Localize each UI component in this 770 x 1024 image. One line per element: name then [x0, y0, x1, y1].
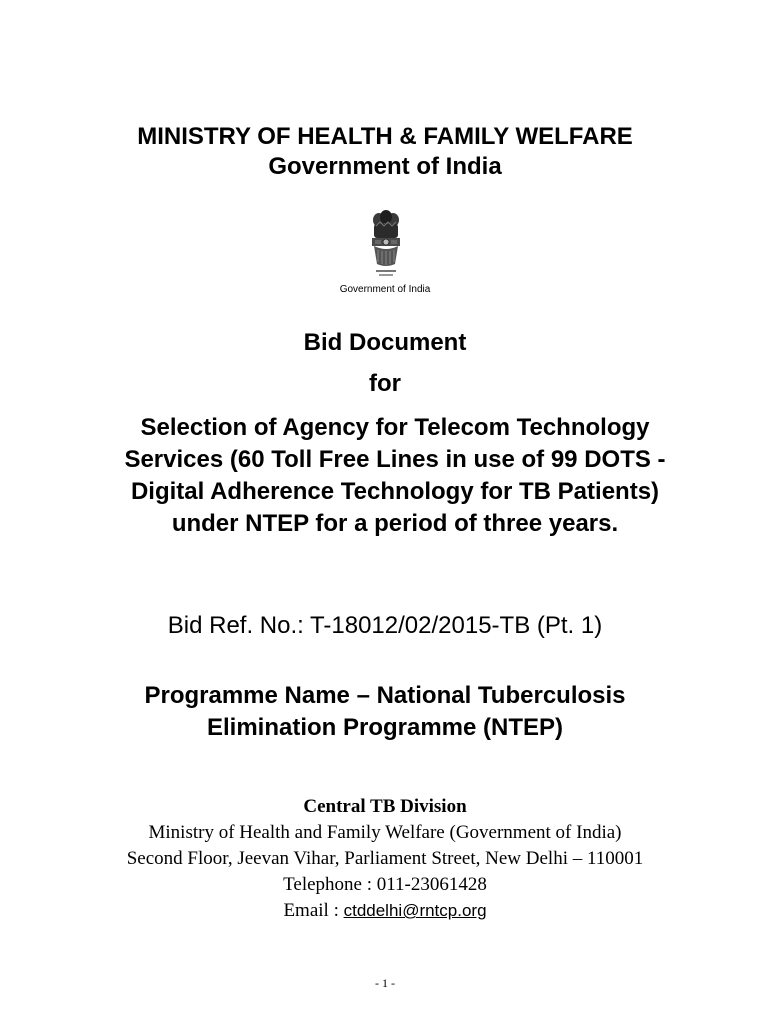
national-emblem-icon: [364, 210, 408, 284]
division-ministry: Ministry of Health and Family Welfare (Government of India): [148, 822, 622, 843]
emblem-caption: Government of India: [339, 284, 431, 295]
document-header: [0, 122, 770, 182]
bid-subject: Selection of Agency for Telecom Technology Services (60 Toll Free Lines in use of 99 DOTS - Digital Adherence Technology for TB Patients) under NTEP for a period of three years.: [124, 414, 666, 537]
ministry-title: MINISTRY OF HEALTH & FAMILY WELFARE: [137, 123, 633, 150]
division-email-line: [0, 898, 770, 924]
division-address: Second Floor, Jeevan Vihar, Parliament Street, New Delhi – 110001: [126, 848, 644, 869]
email-link[interactable]: ctddelhi@rntcp.org: [343, 901, 487, 920]
division-contact-block: [0, 794, 770, 924]
email-label: Email :: [283, 900, 344, 921]
programme-name-line-1: Programme Name – National Tuberculosis: [144, 682, 626, 709]
bid-for-label: for: [369, 370, 401, 397]
programme-name: [0, 680, 770, 744]
government-title: Government of India: [268, 153, 502, 180]
bid-document-title: Bid Document: [303, 329, 467, 356]
page-number: - 1 -: [375, 976, 395, 990]
division-telephone: Telephone : 011-23061428: [283, 874, 487, 895]
programme-name-line-2: Elimination Programme (NTEP): [206, 714, 564, 741]
bid-reference-number: Bid Ref. No.: T-18012/02/2015-TB (Pt. 1): [167, 612, 603, 639]
division-title: Central TB Division: [303, 796, 467, 817]
